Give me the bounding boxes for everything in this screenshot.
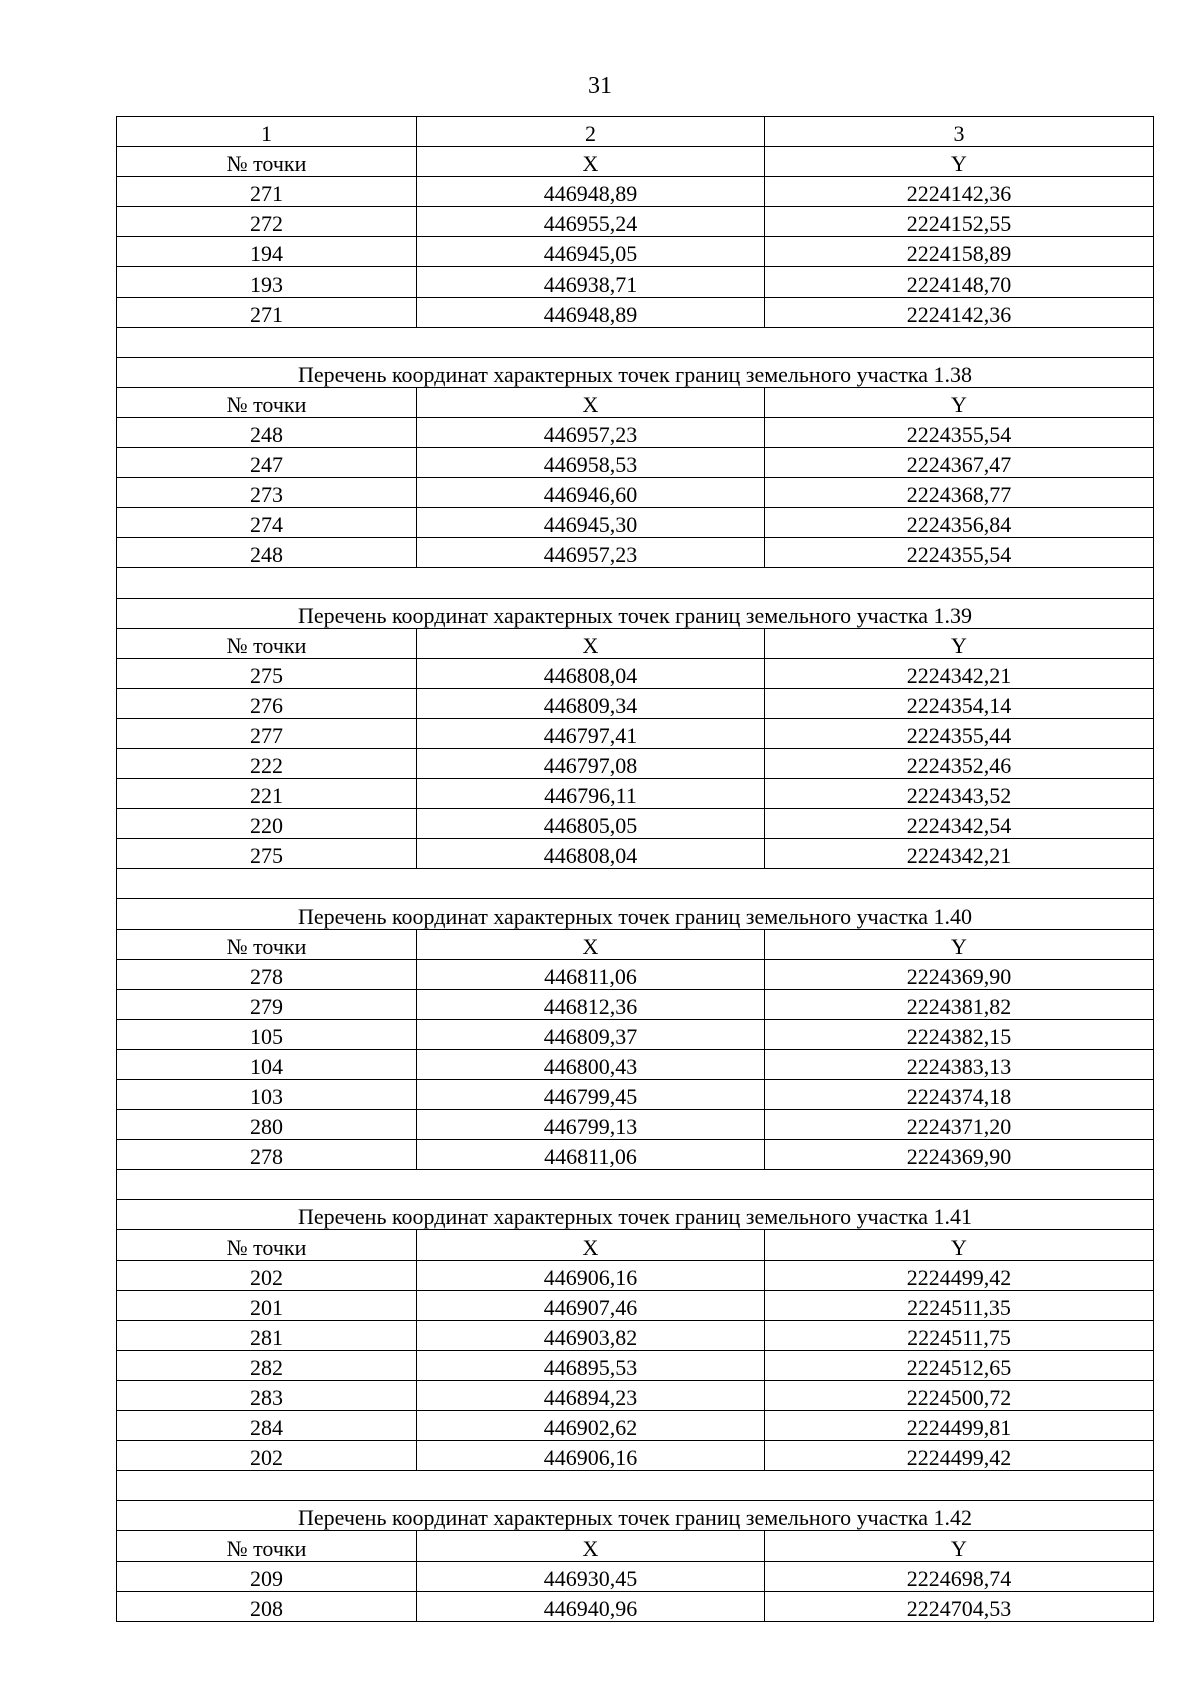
- point-number-header: № точки: [117, 628, 417, 658]
- column-header-row: [117, 1531, 1154, 1561]
- coordinate-row: [117, 448, 1154, 478]
- y-coordinate-cell: 2224381,82: [765, 989, 1154, 1019]
- y-coordinate-cell: 2224698,74: [765, 1561, 1154, 1591]
- coordinate-row: [117, 1380, 1154, 1410]
- x-coordinate-cell: 446948,89: [417, 177, 765, 207]
- y-coordinate-cell: 2224499,42: [765, 1260, 1154, 1290]
- coordinate-row: [117, 1019, 1154, 1049]
- coordinate-row: [117, 1411, 1154, 1441]
- coordinate-row: [117, 1110, 1154, 1140]
- y-coordinate-cell: 2224512,65: [765, 1350, 1154, 1380]
- y-coordinate-cell: 2224148,70: [765, 267, 1154, 297]
- point-number-cell: 208: [117, 1591, 417, 1621]
- y-coordinate-cell: 2224500,72: [765, 1380, 1154, 1410]
- y-coordinate-cell: 2224158,89: [765, 237, 1154, 267]
- x-coordinate-cell: 446948,89: [417, 297, 765, 327]
- point-number-cell: 275: [117, 839, 417, 869]
- point-number-cell: 105: [117, 1019, 417, 1049]
- x-coordinate-cell: 446930,45: [417, 1561, 765, 1591]
- x-coordinate-cell: 446799,45: [417, 1080, 765, 1110]
- x-coordinate-cell: 446903,82: [417, 1320, 765, 1350]
- column-number-cell: 3: [765, 117, 1154, 147]
- y-coordinate-cell: 2224342,21: [765, 658, 1154, 688]
- point-number-cell: 193: [117, 267, 417, 297]
- coordinates-table: [116, 116, 1154, 1622]
- point-number-cell: 284: [117, 1411, 417, 1441]
- coordinate-row: [117, 1140, 1154, 1170]
- section-title: Перечень координат характерных точек границ земельного участка 1.39: [117, 598, 1154, 628]
- section-title-row: [117, 357, 1154, 387]
- section-spacer-cell: [117, 1471, 1154, 1501]
- column-header-row: [117, 1230, 1154, 1260]
- y-coordinate-header: Y: [765, 1230, 1154, 1260]
- point-number-cell: 281: [117, 1320, 417, 1350]
- coordinate-row: [117, 1290, 1154, 1320]
- point-number-cell: 209: [117, 1561, 417, 1591]
- point-number-cell: 283: [117, 1380, 417, 1410]
- y-coordinate-cell: 2224356,84: [765, 508, 1154, 538]
- point-number-cell: 278: [117, 1140, 417, 1170]
- y-coordinate-header: Y: [765, 147, 1154, 177]
- x-coordinate-cell: 446906,16: [417, 1441, 765, 1471]
- coordinate-row: [117, 658, 1154, 688]
- coordinate-row: [117, 417, 1154, 447]
- column-header-row: [117, 147, 1154, 177]
- y-coordinate-header: Y: [765, 929, 1154, 959]
- y-coordinate-cell: 2224142,36: [765, 297, 1154, 327]
- point-number-cell: 104: [117, 1049, 417, 1079]
- x-coordinate-cell: 446945,30: [417, 508, 765, 538]
- section-spacer-cell: [117, 327, 1154, 357]
- point-number-cell: 280: [117, 1110, 417, 1140]
- point-number-cell: 274: [117, 508, 417, 538]
- column-number-cell: 1: [117, 117, 417, 147]
- x-coordinate-header: X: [417, 387, 765, 417]
- point-number-cell: 277: [117, 718, 417, 748]
- section-title: Перечень координат характерных точек границ земельного участка 1.41: [117, 1200, 1154, 1230]
- point-number-cell: 220: [117, 809, 417, 839]
- point-number-cell: 272: [117, 207, 417, 237]
- point-number-cell: 194: [117, 237, 417, 267]
- point-number-cell: 103: [117, 1080, 417, 1110]
- page-number: 31: [588, 73, 612, 99]
- section-spacer-cell: [117, 1170, 1154, 1200]
- coordinate-row: [117, 1260, 1154, 1290]
- coordinate-row: [117, 207, 1154, 237]
- coordinate-row: [117, 1350, 1154, 1380]
- point-number-cell: 247: [117, 448, 417, 478]
- y-coordinate-cell: 2224369,90: [765, 959, 1154, 989]
- point-number-header: № точки: [117, 929, 417, 959]
- x-coordinate-cell: 446894,23: [417, 1380, 765, 1410]
- x-coordinate-header: X: [417, 147, 765, 177]
- x-coordinate-cell: 446958,53: [417, 448, 765, 478]
- section-spacer-row: [117, 869, 1154, 899]
- coordinate-row: [117, 959, 1154, 989]
- x-coordinate-cell: 446940,96: [417, 1591, 765, 1621]
- coordinate-row: [117, 237, 1154, 267]
- y-coordinate-cell: 2224342,54: [765, 809, 1154, 839]
- coordinate-row: [117, 297, 1154, 327]
- point-number-cell: 202: [117, 1441, 417, 1471]
- point-number-cell: 278: [117, 959, 417, 989]
- x-coordinate-cell: 446808,04: [417, 658, 765, 688]
- section-spacer-row: [117, 568, 1154, 598]
- coordinate-row: [117, 839, 1154, 869]
- y-coordinate-cell: 2224382,15: [765, 1019, 1154, 1049]
- point-number-cell: 248: [117, 538, 417, 568]
- x-coordinate-cell: 446907,46: [417, 1290, 765, 1320]
- y-coordinate-cell: 2224354,14: [765, 688, 1154, 718]
- y-coordinate-cell: 2224355,54: [765, 417, 1154, 447]
- coordinate-row: [117, 508, 1154, 538]
- section-spacer-row: [117, 1170, 1154, 1200]
- x-coordinate-cell: 446800,43: [417, 1049, 765, 1079]
- x-coordinate-cell: 446809,34: [417, 688, 765, 718]
- x-coordinate-cell: 446895,53: [417, 1350, 765, 1380]
- x-coordinate-cell: 446811,06: [417, 959, 765, 989]
- x-coordinate-cell: 446906,16: [417, 1260, 765, 1290]
- x-coordinate-cell: 446945,05: [417, 237, 765, 267]
- section-title: Перечень координат характерных точек границ земельного участка 1.38: [117, 357, 1154, 387]
- coordinate-row: [117, 538, 1154, 568]
- y-coordinate-cell: 2224374,18: [765, 1080, 1154, 1110]
- section-spacer-row: [117, 1471, 1154, 1501]
- point-number-header: № точки: [117, 1230, 417, 1260]
- point-number-cell: 275: [117, 658, 417, 688]
- x-coordinate-cell: 446796,11: [417, 779, 765, 809]
- coordinate-row: [117, 1561, 1154, 1591]
- point-number-cell: 273: [117, 478, 417, 508]
- y-coordinate-cell: 2224704,53: [765, 1591, 1154, 1621]
- coordinate-row: [117, 809, 1154, 839]
- point-number-cell: 202: [117, 1260, 417, 1290]
- point-number-cell: 279: [117, 989, 417, 1019]
- coordinate-row: [117, 779, 1154, 809]
- section-spacer-row: [117, 327, 1154, 357]
- column-number-cell: 2: [417, 117, 765, 147]
- y-coordinate-cell: 2224152,55: [765, 207, 1154, 237]
- point-number-cell: 276: [117, 688, 417, 718]
- coordinate-row: [117, 1441, 1154, 1471]
- y-coordinate-cell: 2224511,75: [765, 1320, 1154, 1350]
- coordinate-row: [117, 688, 1154, 718]
- y-coordinate-header: Y: [765, 1531, 1154, 1561]
- y-coordinate-header: Y: [765, 628, 1154, 658]
- point-number-cell: 222: [117, 748, 417, 778]
- x-coordinate-cell: 446799,13: [417, 1110, 765, 1140]
- y-coordinate-cell: 2224368,77: [765, 478, 1154, 508]
- x-coordinate-cell: 446812,36: [417, 989, 765, 1019]
- point-number-cell: 271: [117, 177, 417, 207]
- y-coordinate-cell: 2224367,47: [765, 448, 1154, 478]
- section-title-row: [117, 899, 1154, 929]
- point-number-cell: 271: [117, 297, 417, 327]
- coordinate-row: [117, 267, 1154, 297]
- y-coordinate-cell: 2224499,81: [765, 1411, 1154, 1441]
- point-number-header: № точки: [117, 147, 417, 177]
- coordinate-row: [117, 1320, 1154, 1350]
- coordinate-row: [117, 1080, 1154, 1110]
- x-coordinate-cell: 446797,41: [417, 718, 765, 748]
- section-title: Перечень координат характерных точек границ земельного участка 1.40: [117, 899, 1154, 929]
- point-number-header: № точки: [117, 1531, 417, 1561]
- y-coordinate-cell: 2224352,46: [765, 748, 1154, 778]
- x-coordinate-cell: 446811,06: [417, 1140, 765, 1170]
- coordinate-row: [117, 718, 1154, 748]
- y-coordinate-cell: 2224355,44: [765, 718, 1154, 748]
- x-coordinate-cell: 446809,37: [417, 1019, 765, 1049]
- coordinate-row: [117, 748, 1154, 778]
- y-coordinate-cell: 2224511,35: [765, 1290, 1154, 1320]
- x-coordinate-cell: 446808,04: [417, 839, 765, 869]
- y-coordinate-header: Y: [765, 387, 1154, 417]
- coordinate-row: [117, 989, 1154, 1019]
- y-coordinate-cell: 2224499,42: [765, 1441, 1154, 1471]
- x-coordinate-cell: 446957,23: [417, 538, 765, 568]
- point-number-header: № точки: [117, 387, 417, 417]
- x-coordinate-cell: 446955,24: [417, 207, 765, 237]
- y-coordinate-cell: 2224343,52: [765, 779, 1154, 809]
- coordinate-row: [117, 478, 1154, 508]
- x-coordinate-cell: 446902,62: [417, 1411, 765, 1441]
- column-number-row: [117, 117, 1154, 147]
- x-coordinate-cell: 446946,60: [417, 478, 765, 508]
- y-coordinate-cell: 2224142,36: [765, 177, 1154, 207]
- y-coordinate-cell: 2224383,13: [765, 1049, 1154, 1079]
- column-header-row: [117, 929, 1154, 959]
- column-header-row: [117, 628, 1154, 658]
- point-number-cell: 221: [117, 779, 417, 809]
- x-coordinate-cell: 446797,08: [417, 748, 765, 778]
- section-title: Перечень координат характерных точек границ земельного участка 1.42: [117, 1501, 1154, 1531]
- y-coordinate-cell: 2224369,90: [765, 1140, 1154, 1170]
- x-coordinate-cell: 446938,71: [417, 267, 765, 297]
- section-title-row: [117, 598, 1154, 628]
- x-coordinate-cell: 446805,05: [417, 809, 765, 839]
- y-coordinate-cell: 2224371,20: [765, 1110, 1154, 1140]
- x-coordinate-header: X: [417, 1230, 765, 1260]
- x-coordinate-header: X: [417, 628, 765, 658]
- x-coordinate-cell: 446957,23: [417, 417, 765, 447]
- coordinate-row: [117, 1049, 1154, 1079]
- point-number-cell: 248: [117, 417, 417, 447]
- x-coordinate-header: X: [417, 929, 765, 959]
- y-coordinate-cell: 2224355,54: [765, 538, 1154, 568]
- coordinate-row: [117, 177, 1154, 207]
- section-title-row: [117, 1200, 1154, 1230]
- section-spacer-cell: [117, 869, 1154, 899]
- y-coordinate-cell: 2224342,21: [765, 839, 1154, 869]
- coordinates-table-body: [117, 117, 1154, 1622]
- point-number-cell: 282: [117, 1350, 417, 1380]
- point-number-cell: 201: [117, 1290, 417, 1320]
- coordinate-row: [117, 1591, 1154, 1621]
- section-spacer-cell: [117, 568, 1154, 598]
- x-coordinate-header: X: [417, 1531, 765, 1561]
- column-header-row: [117, 387, 1154, 417]
- section-title-row: [117, 1501, 1154, 1531]
